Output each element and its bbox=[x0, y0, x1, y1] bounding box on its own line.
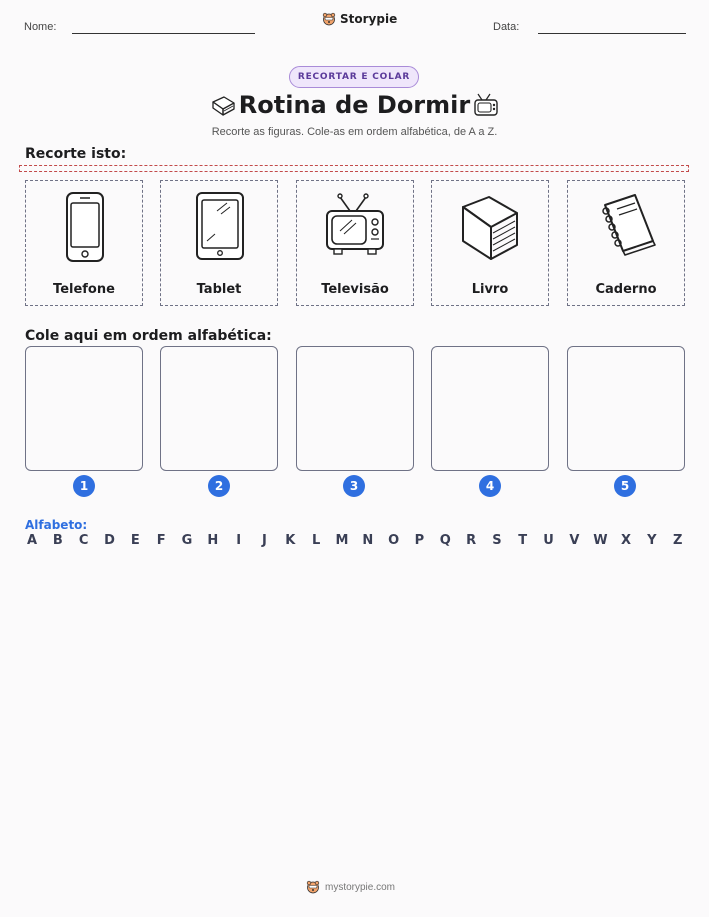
alphabet-row bbox=[25, 533, 685, 548]
page-title: Rotina de Dormir bbox=[238, 91, 471, 119]
date-line[interactable] bbox=[538, 33, 686, 34]
smartphone-icon bbox=[55, 189, 115, 269]
alphabet-letter: F bbox=[156, 533, 166, 548]
alphabet-letter: B bbox=[52, 533, 63, 548]
alphabet-letter: T bbox=[518, 533, 528, 548]
cut-line bbox=[19, 165, 689, 172]
alphabet-letter: K bbox=[285, 533, 296, 548]
card-label: Televisão bbox=[321, 282, 389, 297]
paste-slot-4[interactable] bbox=[431, 346, 549, 471]
alphabet-letter: C bbox=[78, 533, 89, 548]
card-label: Livro bbox=[471, 282, 509, 297]
alphabet-letter: A bbox=[26, 533, 38, 548]
slot-number-1: 1 bbox=[73, 475, 95, 497]
brand-name: Storypie bbox=[340, 12, 398, 26]
instructions: Recorte as figuras. Cole-as em ordem alfabética, de A a Z. bbox=[211, 126, 498, 138]
alphabet-letter: U bbox=[543, 533, 554, 548]
cut-section-label: Recorte isto: bbox=[25, 146, 127, 162]
alphabet-letter: N bbox=[362, 533, 374, 548]
alphabet-letter: H bbox=[207, 533, 219, 548]
alphabet-letter: Y bbox=[647, 533, 657, 548]
television-icon bbox=[324, 189, 386, 269]
tv-icon bbox=[472, 92, 500, 120]
alphabet-letter: Q bbox=[439, 533, 451, 548]
cut-card-livro[interactable] bbox=[431, 180, 549, 306]
cut-card-caderno[interactable] bbox=[567, 180, 685, 306]
paste-slot-5[interactable] bbox=[567, 346, 685, 471]
footer-url: mystorypie.com bbox=[325, 881, 396, 893]
alphabet-letter: X bbox=[621, 533, 632, 548]
notebook-icon bbox=[595, 189, 657, 269]
slot-number-5: 5 bbox=[614, 475, 636, 497]
alphabet-letter: V bbox=[569, 533, 580, 548]
activity-badge: RECORTAR E COLAR bbox=[289, 66, 419, 88]
storypie-mascot-icon bbox=[322, 12, 336, 26]
alphabet-letter: I bbox=[236, 533, 242, 548]
cut-card-tablet[interactable] bbox=[160, 180, 278, 306]
alphabet-letter: O bbox=[388, 533, 400, 548]
book-icon bbox=[459, 189, 521, 269]
alphabet-letter: P bbox=[414, 533, 425, 548]
paste-slot-3[interactable] bbox=[296, 346, 414, 471]
cut-card-televisao[interactable] bbox=[296, 180, 414, 306]
alphabet-letter: W bbox=[593, 533, 608, 548]
name-line[interactable] bbox=[72, 33, 255, 34]
alphabet-letter: R bbox=[466, 533, 477, 548]
footer bbox=[306, 880, 395, 894]
brand-logo bbox=[322, 12, 397, 26]
alphabet-letter: L bbox=[311, 533, 321, 548]
card-label: Tablet bbox=[196, 282, 242, 297]
paste-slot-2[interactable] bbox=[160, 346, 278, 471]
alphabet-letter: E bbox=[130, 533, 140, 548]
name-label: Nome: bbox=[24, 21, 57, 33]
alphabet-label: Alfabeto: bbox=[25, 518, 88, 532]
alphabet-letter: M bbox=[335, 533, 349, 548]
slot-number-3: 3 bbox=[343, 475, 365, 497]
tablet-icon bbox=[190, 189, 250, 269]
cut-card-telefone[interactable] bbox=[25, 180, 143, 306]
alphabet-letter: G bbox=[181, 533, 193, 548]
slot-number-2: 2 bbox=[208, 475, 230, 497]
alphabet-letter: J bbox=[262, 533, 267, 548]
paste-section-label: Cole aqui em ordem alfabética: bbox=[25, 328, 272, 344]
alphabet-letter: Z bbox=[672, 533, 683, 548]
card-label: Telefone bbox=[53, 282, 115, 297]
alphabet-letter: D bbox=[104, 533, 115, 548]
card-label: Caderno bbox=[595, 282, 657, 297]
date-label: Data: bbox=[493, 21, 520, 33]
paste-slot-1[interactable] bbox=[25, 346, 143, 471]
alphabet-letter: S bbox=[492, 533, 502, 548]
storypie-mascot-icon bbox=[306, 880, 320, 894]
slot-number-4: 4 bbox=[479, 475, 501, 497]
